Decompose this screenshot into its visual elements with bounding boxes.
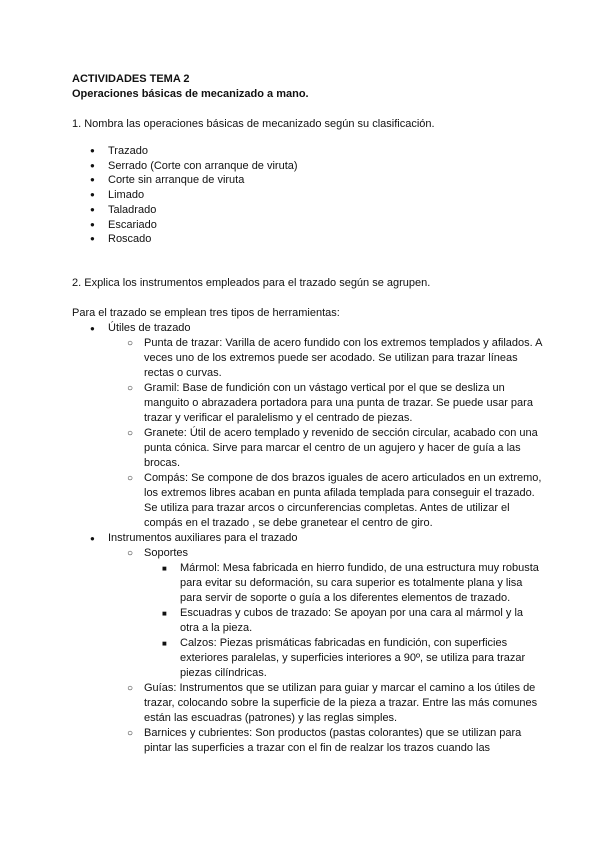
question-1: 1. Nombra las operaciones básicas de mecanizado según su clasificación. <box>72 118 435 130</box>
list-item: ○ Gramil: Base de fundición con un vástago vertical por el que se desliza un manguito o abrazadera portadora para una punta de trazar. Se puede usar para trazar y verificar el paralelismo y el centrado de piezas. <box>108 381 542 426</box>
list-item: ● Serrado (Corte con arranque de viruta) <box>72 159 298 174</box>
utiles-list <box>108 336 542 531</box>
list-item-soportes <box>108 546 542 681</box>
answer-2 <box>72 306 542 756</box>
page-subtitle: Operaciones básicas de mecanizado a mano. <box>72 88 309 100</box>
list-item-auxiliares <box>72 531 542 756</box>
list-item: ● Roscado <box>72 232 298 247</box>
list-item: ● Corte sin arranque de viruta <box>72 173 298 188</box>
soportes-list <box>144 561 542 681</box>
soportes-label: Soportes <box>144 547 189 559</box>
list-item: ■ Mármol: Mesa fabricada en hierro fundido, de una estructura muy robusta para evitar su deformación, su cara superior es totalmente plana y lisa para servir de soporte o guía a los diferentes elementos de trazado. <box>144 561 542 606</box>
question-2: 2. Explica los instrumentos empleados para el trazado según se agrupen. <box>72 277 431 289</box>
auxiliares-label: Instrumentos auxiliares para el trazado <box>108 532 298 544</box>
page-title: ACTIVIDADES TEMA 2 <box>72 73 190 85</box>
list-item: ■ Calzos: Piezas prismáticas fabricadas en fundición, con superficies exteriores paralelas, y superficies interiores a 90º, se utiliza para trazar piezas cilíndricas. <box>144 636 542 681</box>
list-item: ■ Escuadras y cubos de trazado: Se apoyan por una cara al mármol y la otra a la pieza. <box>144 606 542 636</box>
utiles-label: Útiles de trazado <box>108 322 191 334</box>
list-item: ● Escariado <box>72 218 298 233</box>
list-item: ● Limado <box>72 188 298 203</box>
list-item: ○ Barnices y cubrientes: Son productos (pastas colorantes) que se utilizan para pintar las superficies a trazar con el fin de realzar los trazos cuando las <box>108 726 542 756</box>
operations-list <box>72 144 298 247</box>
list-item: ○ Guías: Instrumentos que se utilizan para guiar y marcar el camino a los útiles de trazar, colocando sobre la superficie de la pieza a trazar. Entre las más comunes están las escuadras (patrones) y las reglas simples. <box>108 681 542 726</box>
list-item: ○ Granete: Útil de acero templado y revenido de sección circular, acabado con una punta cónica. Sirve para marcar el centro de un agujero y hacer de guía a las brocas. <box>108 426 542 471</box>
answer-intro: Para el trazado se emplean tres tipos de herramientas: <box>72 307 340 319</box>
auxiliares-list <box>108 546 542 756</box>
list-item-utiles <box>72 321 542 531</box>
list-item: ○ Punta de trazar: Varilla de acero fundido con los extremos templados y afilados. A veces uno de los extremos puede ser acodado. Se utilizan para trazar líneas rectas o curvas. <box>108 336 542 381</box>
list-item: ● Taladrado <box>72 203 298 218</box>
title-block <box>72 72 309 102</box>
list-item: ○ Compás: Se compone de dos brazos iguales de acero articulados en un extremo, los extremos libres acaban en punta afilada templada para conseguir el trazado. Se utiliza para trazar arcos o circunferencias completas. Antes de utilizar el compás en el trazado , se debe granetear el centro de giro. <box>108 471 542 531</box>
tool-groups-list <box>72 321 542 756</box>
list-item: ● Trazado <box>72 144 298 159</box>
